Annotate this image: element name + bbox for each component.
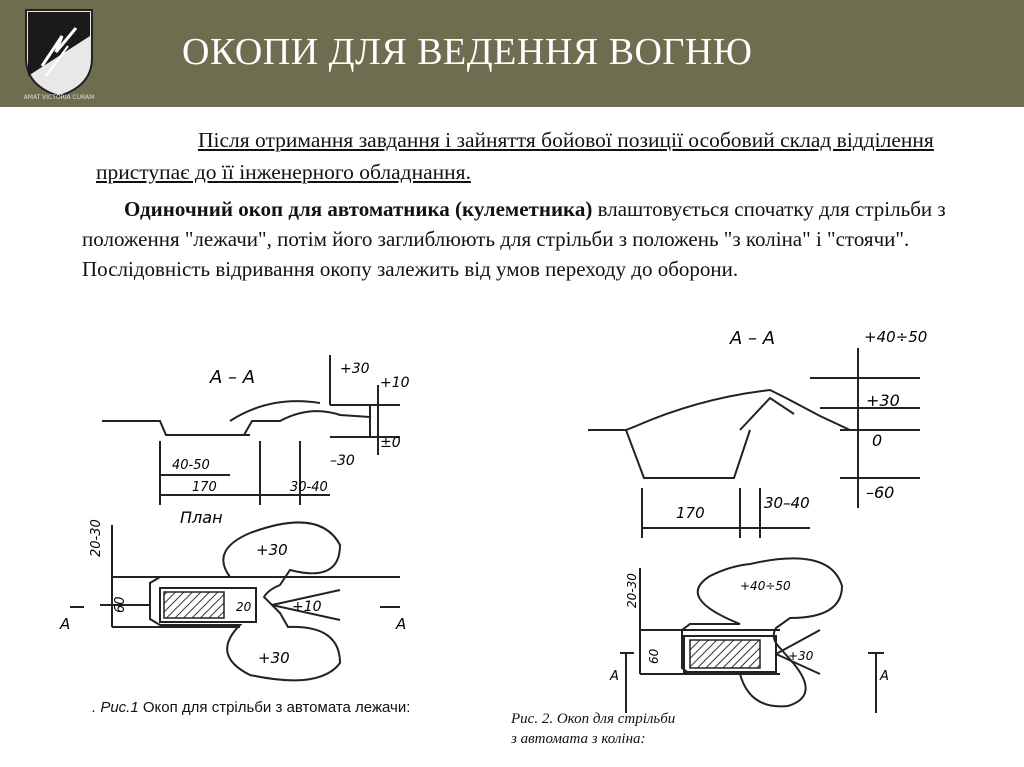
fig2-plan-fire: +30 <box>788 649 814 663</box>
fig2-dim-v2: 60 <box>647 648 661 664</box>
fig2-plan-up: +40÷50 <box>740 579 791 593</box>
fig1-dim-small: 20 <box>236 600 252 614</box>
figure-1-drawing <box>40 345 470 690</box>
description-text: влаштовується спочатку для стрільби з положення "лежачи", потім його заглиблюють для стрільби з положень "з коліна" і "стоячи". Послідовність відривання окопу залежить від умов переходу до оборони. <box>82 197 946 281</box>
fig2-dim-w1: 170 <box>676 504 705 522</box>
fig2-dim-w2: 30–40 <box>764 494 810 512</box>
header-bar <box>0 0 1024 107</box>
fig1-marker-left: А <box>60 615 71 633</box>
fig1-dim-w2: 170 <box>192 480 217 495</box>
fig2-dim-d2: +30 <box>866 391 900 410</box>
fig2-dim-v1: 20-30 <box>625 573 639 608</box>
fig1-plan-up: +30 <box>256 541 288 559</box>
logo-caption: AMAT VICTORIA CURAM <box>23 94 95 100</box>
fig1-dim-d2: +10 <box>380 375 410 391</box>
fig1-section-label: А – А <box>210 367 256 388</box>
figure-2-caption <box>511 709 731 749</box>
fig2-dim-d1: +40÷50 <box>864 328 928 346</box>
shield-logo-icon <box>22 6 96 100</box>
fig1-dim-w1: 40-50 <box>172 458 210 473</box>
figure-2-drawing <box>580 318 980 713</box>
figure-1-caption-text: Окоп для стрільби з автомата лежачи: <box>138 699 411 716</box>
figure-1-caption <box>92 699 410 716</box>
fig1-plan-down: +30 <box>258 649 290 667</box>
fig1-plan-fire: +10 <box>292 599 322 615</box>
fig1-dim-v1: 20-30 <box>89 519 104 557</box>
fig1-plan-label: План <box>180 508 223 527</box>
fig1-dim-v2: 60 <box>113 596 128 613</box>
fig2-section-label: А – А <box>730 328 776 349</box>
fig1-dim-w3: 30-40 <box>290 480 328 495</box>
figure-2-caption-line2: з автомата з коліна: <box>511 731 646 747</box>
fig1-dim-d4: –30 <box>330 453 355 469</box>
fig1-dim-d1: +30 <box>340 361 370 377</box>
fig2-dim-d3: 0 <box>872 431 883 450</box>
intro-paragraph: Після отримання завдання і зайняття бойової позиції особовий склад відділення приступає до її інженерного обладнання. <box>96 128 934 184</box>
fig2-marker-left: А <box>610 669 619 684</box>
fig2-marker-right: А <box>880 669 889 684</box>
fig1-dim-d3: ±0 <box>380 435 401 451</box>
fig2-dim-d4: –60 <box>866 483 895 502</box>
page-title: ОКОПИ ДЛЯ ВЕДЕННЯ ВОГНЮ <box>182 31 753 73</box>
fig1-marker-right: А <box>396 615 407 633</box>
description-paragraph <box>82 194 1012 284</box>
bold-term: Одиночний окоп для автоматника (кулеметника) <box>124 197 593 221</box>
figure-1-caption-prefix: . Рис.1 <box>92 699 139 716</box>
figure-2-caption-line1: Рис. 2. Окоп для стрільби <box>511 711 676 727</box>
